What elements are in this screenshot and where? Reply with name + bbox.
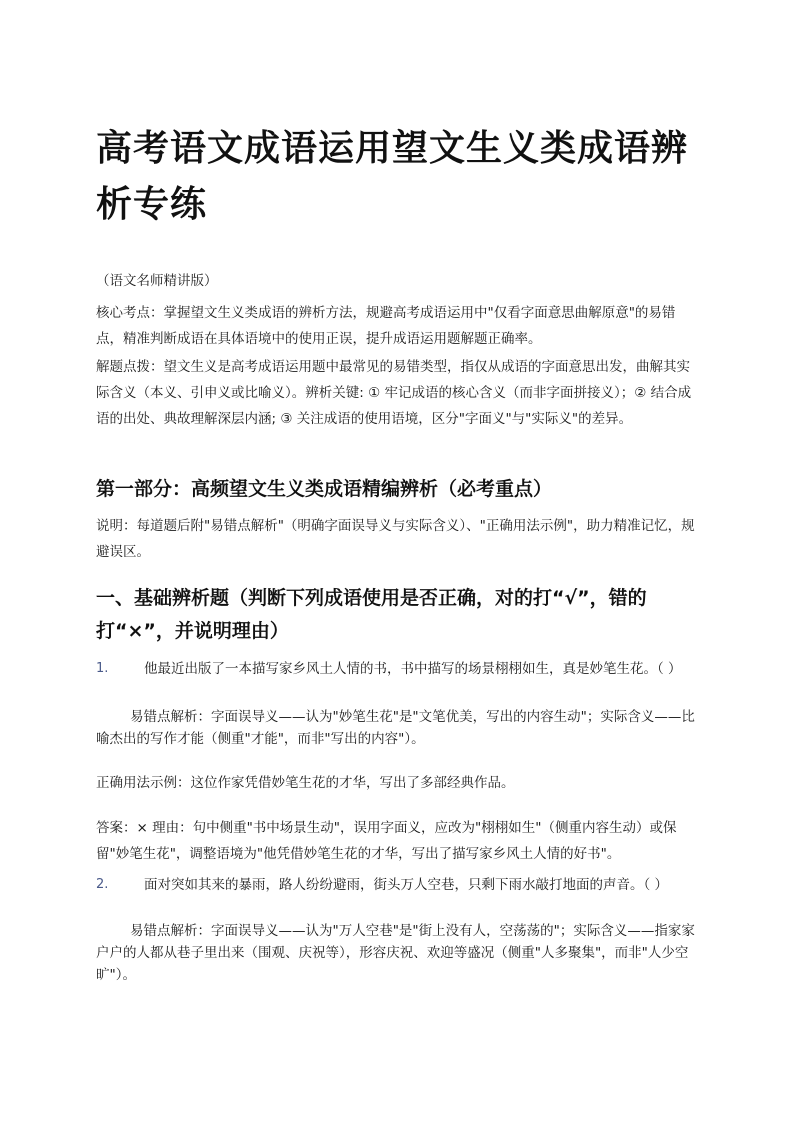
question-text: 面对突如其来的暴雨，路人纷纷避雨，街头万人空巷，只剩下雨水敲打地面的声音。（ ）	[144, 877, 669, 893]
page-title: 高考语文成语运用望文生义类成语辨析专练	[96, 128, 689, 225]
part1-heading: 第一部分：高频望文生义类成语精编辨析（必考重点）	[96, 478, 553, 500]
question-example: 正确用法示例：这位作家凭借妙笔生花的才华，写出了多部经典作品。	[96, 775, 515, 791]
part1-note: 说明：每道题后附"易错点解析"（明确字面误导义与实际含义）、"正确用法示例"，助力精准记忆，规避误区。	[96, 518, 695, 560]
core-points-paragraph: 核心考点：掌握望文生义类成语的辨析方法，规避高考成语运用中"仅看字面意思曲解原意"的易错点，精准判断成语在具体语境中的使用正误，提升成语运用题解题正确率。	[96, 305, 676, 347]
edition-note: （语文名师精讲版）	[96, 273, 218, 289]
tips-paragraph: 解题点拨：望文生义是高考成语运用题中最常见的易错类型，指仅从成语的字面意思出发，曲解其实际含义（本义、引申义或比喻义）。辨析关键: ① 牢记成语的核心含义（而非字面拼接义）；② 结合成语的出处、典故理解深层内涵; ③ 关注成语的使用语境，区分"字面义"与"实际义"的差异。	[96, 359, 692, 427]
question-analysis: 易错点解析：字面误导义——认为"万人空巷"是"街上没有人，空荡荡的"；实际含义——指家家户户的人都从巷子里出来（围观、庆祝等），形容庆祝、欢迎等盛况（侧重"人多聚集"，而非"人少空旷"）。	[96, 923, 695, 983]
question-text: 他最近出版了一本描写家乡风土人情的书，书中描写的场景栩栩如生，真是妙笔生花。（ ）	[144, 661, 682, 677]
question-answer: 答案：× 理由：句中侧重"书中场景生动"，误用字面义，应改为"栩栩如生"（侧重内容生动）或保留"妙笔生花"，调整语境为"他凭借妙笔生花的才华，写出了描写家乡风土人情的好书"。	[96, 820, 677, 862]
question-number: 2.	[96, 877, 109, 892]
question-number: 1.	[96, 661, 109, 676]
section1-heading: 一、基础辨析题（判断下列成语使用是否正确，对的打“√”，错的打“×”，并说明理由）	[96, 587, 647, 642]
question-analysis: 易错点解析：字面误导义——认为"妙笔生花"是"文笔优美，写出的内容生动"；实际含义——比喻杰出的写作才能（侧重"才能"，而非"写出的内容"）。	[96, 709, 695, 747]
